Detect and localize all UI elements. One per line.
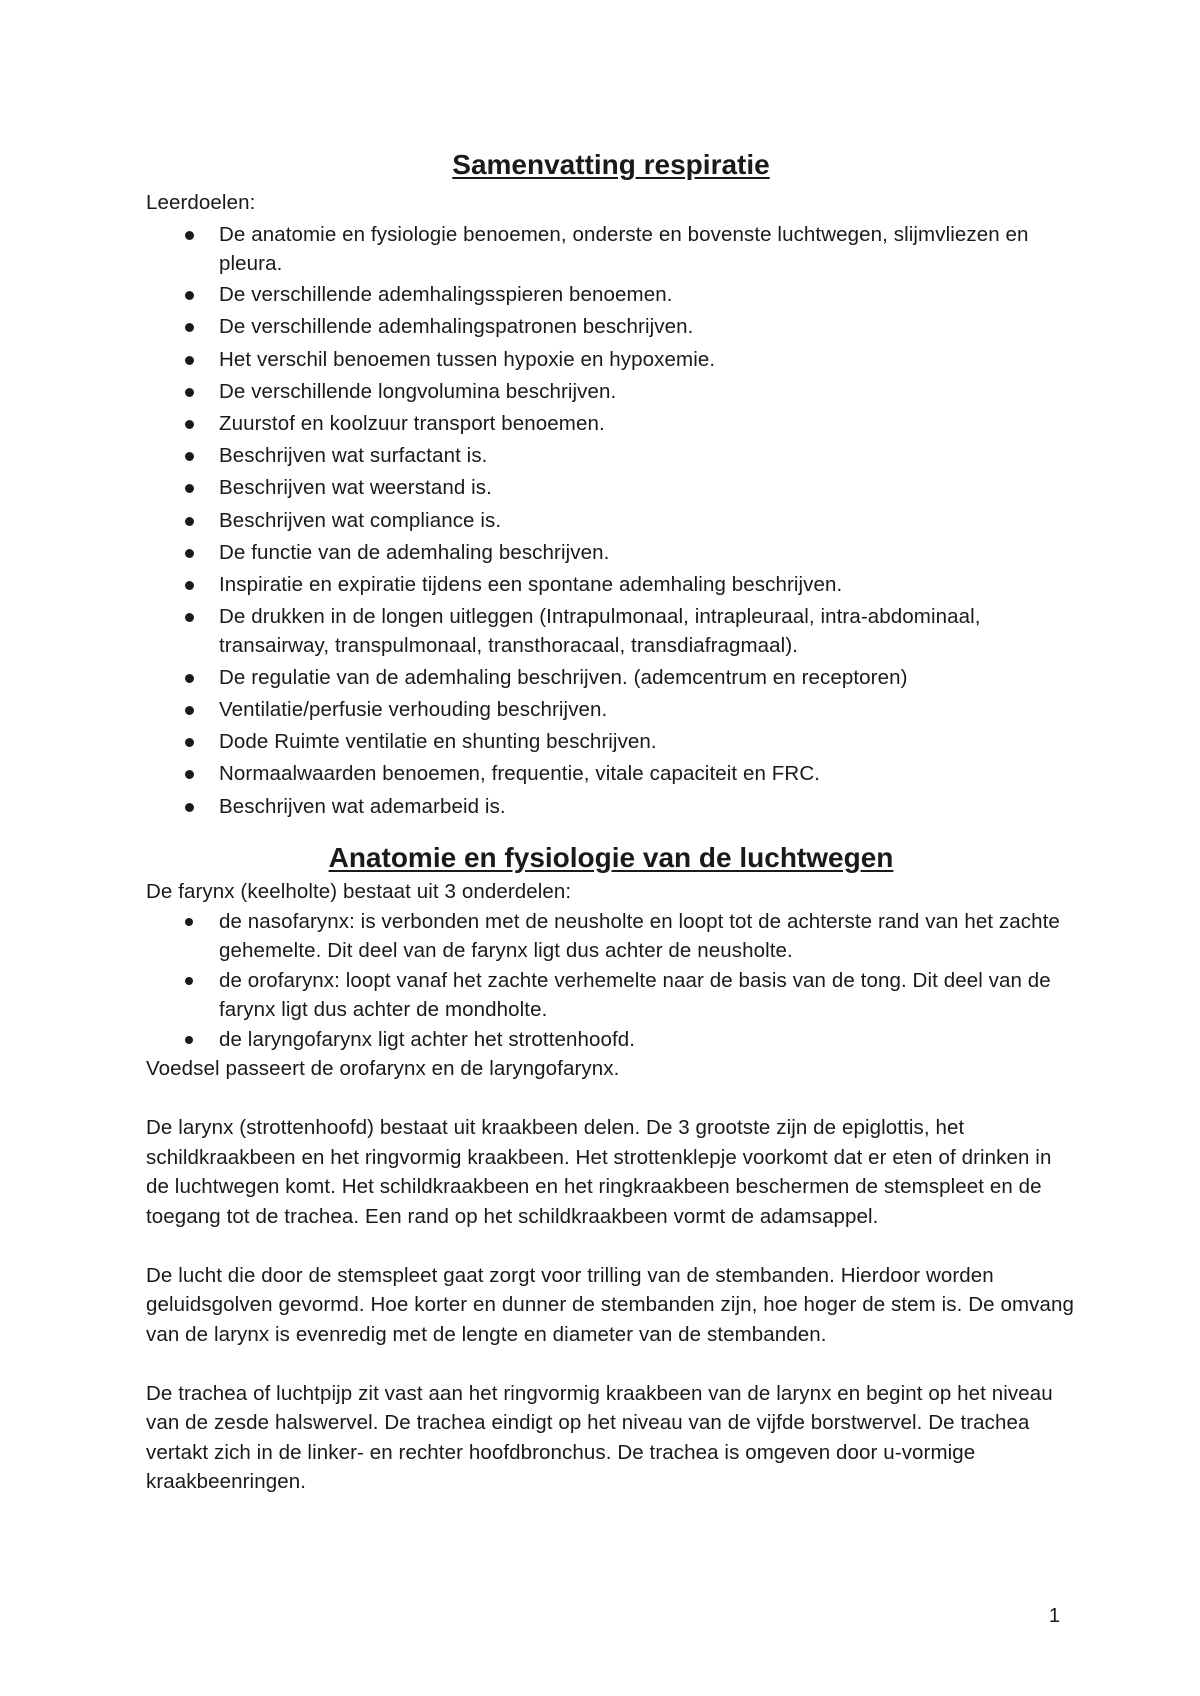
learning-goals-label: Leerdoelen: [146,191,256,214]
paragraph-spacer [146,1349,1076,1379]
stembanden-paragraph: De lucht die door de stemspleet gaat zorgt voor trilling van de stembanden. Hierdoor worden geluidsgolven gevormd. Hoe korter en dunner de stembanden zijn, hoe hoger de stem is. De omvang van de larynx is evenredig met de lengte en diameter van de stembanden. [146,1263,1074,1346]
trachea-paragraph: De trachea of luchtpijp zit vast aan het ringvormig kraakbeen van de larynx en begint op het niveau van de zesde halswervel. De trachea eindigt op het niveau van de vijfde borstwervel. De trachea vertakt zich in de linker- en rechter hoofdbronchus. De trachea is omgeven door u-vormige kraakbeenringen. [146,1381,1053,1493]
bullet-icon [185,420,194,429]
bullet-icon [185,738,194,747]
list-item: Dode Ruimte ventilatie en shunting beschrijven. [146,727,1076,757]
bullet-icon [185,388,194,397]
bullet-icon [185,706,194,715]
farynx-intro: De farynx (keelholte) bestaat uit 3 onderdelen: [146,880,572,903]
list-item: Beschrijven wat ademarbeid is. [146,792,1076,822]
learning-goals-list [146,220,1076,822]
page-number: 1 [1048,1605,1060,1627]
list-item: Normaalwaarden benoemen, frequentie, vitale capaciteit en FRC. [146,759,1076,789]
list-item: Beschrijven wat weerstand is. [146,473,1076,503]
list-item: De functie van de ademhaling beschrijven. [146,538,1076,568]
bullet-icon [185,1036,193,1044]
list-item: De drukken in de longen uitleggen (Intrapulmonaal, intrapleuraal, intra-abdominaal, transairway, transpulmonaal, transthoracaal, transdiafragmaal). [146,602,1076,660]
bullet-icon [185,770,194,779]
list-item: De verschillende ademhalingsspieren benoemen. [146,280,1076,310]
page-title: Samenvatting respiratie [452,149,770,180]
list-item: De verschillende ademhalingspatronen beschrijven. [146,312,1076,342]
bullet-icon [185,452,194,461]
bullet-icon [185,484,194,493]
farynx-parts-list [146,907,1076,1055]
bullet-icon [185,549,194,558]
list-item: Ventilatie/perfusie verhouding beschrijven. [146,695,1076,725]
bullet-icon [185,517,194,526]
bullet-icon [185,291,194,300]
bullet-icon [185,977,193,985]
voedsel-paragraph: Voedsel passeert de orofarynx en de laryngofarynx. [146,1057,620,1080]
list-item: de laryngofarynx ligt achter het strottenhoofd. [146,1025,1076,1055]
paragraph-spacer [146,1084,1076,1114]
list-item: De anatomie en fysiologie benoemen, onderste en bovenste luchtwegen, slijmvliezen en pleura. [146,220,1076,278]
bullet-icon [185,674,194,683]
list-item: de nasofarynx: is verbonden met de neusholte en loopt tot de achterste rand van het zachte gehemelte. Dit deel van de farynx ligt dus achter de neusholte. [146,907,1076,966]
list-item: Inspiratie en expiratie tijdens een spontane ademhaling beschrijven. [146,570,1076,600]
bullet-icon [185,231,194,240]
bullet-icon [185,356,194,365]
bullet-icon [185,323,194,332]
bullet-icon [185,803,194,812]
list-item: Het verschil benoemen tussen hypoxie en hypoxemie. [146,345,1076,375]
list-item: Zuurstof en koolzuur transport benoemen. [146,409,1076,439]
list-item: De regulatie van de ademhaling beschrijven. (ademcentrum en receptoren) [146,663,1076,693]
bullet-icon [185,581,194,590]
paragraph-spacer [146,1231,1076,1261]
bullet-icon [185,918,193,926]
list-item: de orofarynx: loopt vanaf het zachte verhemelte naar de basis van de tong. Dit deel van de farynx ligt dus achter de mondholte. [146,966,1076,1025]
list-item: Beschrijven wat compliance is. [146,506,1076,536]
list-item: De verschillende longvolumina beschrijven. [146,377,1076,407]
bullet-icon [185,613,194,622]
larynx-paragraph: De larynx (strottenhoofd) bestaat uit kraakbeen delen. De 3 grootste zijn de epiglottis, het schildkraakbeen en het ringvormig kraakbeen. Het strottenklepje voorkomt dat er eten of drinken in de luchtwegen komt. Het schildkraakbeen en het ringkraakbeen beschermen de stemspleet en de toegang tot de trachea. Een rand op het schildkraakbeen vormt de adamsappel. [146,1116,1052,1228]
section-heading-anatomie: Anatomie en fysiologie van de luchtwegen [328,842,894,873]
list-item: Beschrijven wat surfactant is. [146,441,1076,471]
page-content [146,146,1076,1497]
